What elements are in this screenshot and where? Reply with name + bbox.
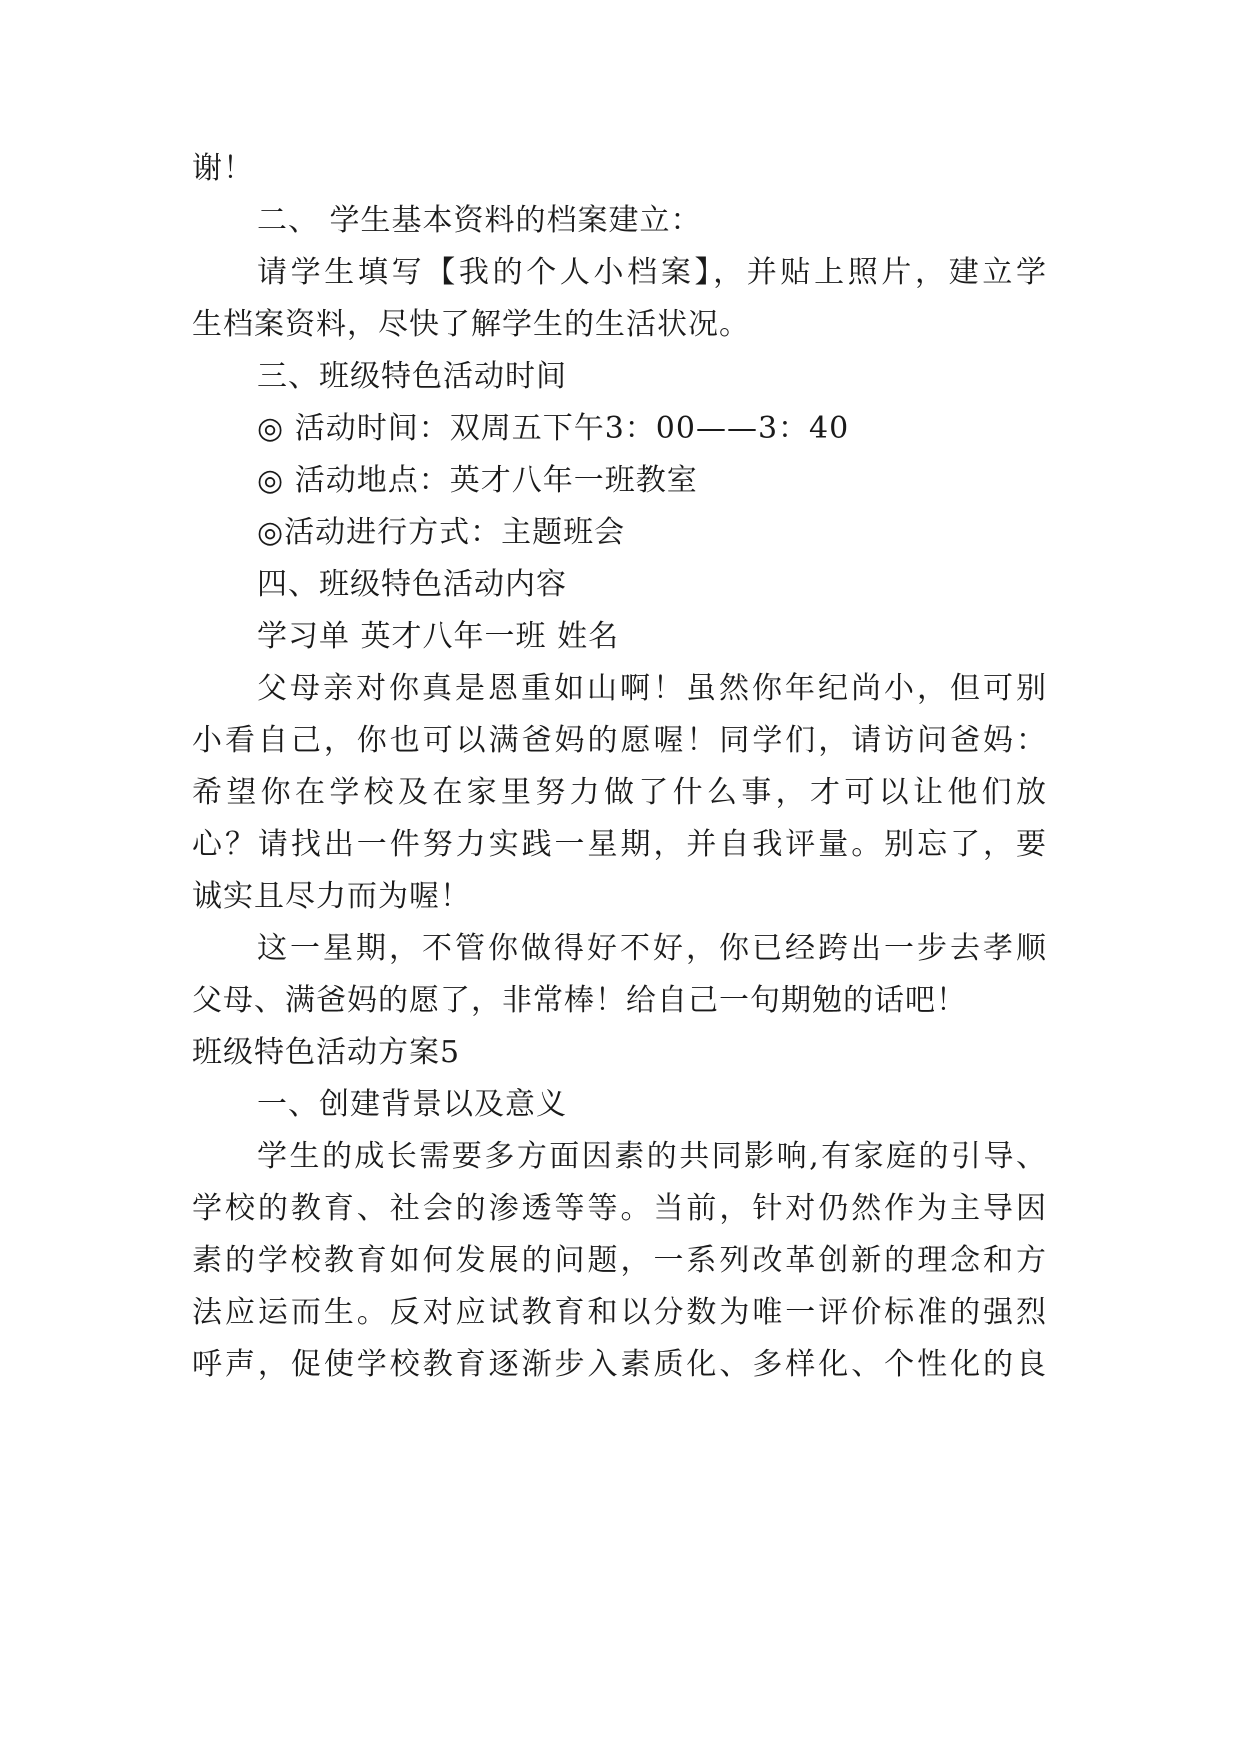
text-line: 诚实且尽力而为喔！	[192, 879, 471, 914]
text-line: 学校的教育、社会的渗透等等。当前，针对仍然作为主导因	[192, 1191, 1047, 1226]
section-heading: 一、创建背景以及意义	[257, 1087, 567, 1122]
section-heading: 三、班级特色活动时间	[257, 359, 567, 394]
text-line: 小看自己，你也可以满爸妈的愿喔！同学们，请访问爸妈：	[192, 723, 1047, 758]
text-line: 这一星期，不管你做得好不好，你已经跨出一步去孝顺	[257, 931, 1047, 966]
text-line: 素的学校教育如何发展的问题，一系列改革创新的理念和方	[192, 1243, 1047, 1278]
text-line: 学习单 英才八年一班 姓名	[257, 619, 620, 654]
section-heading: 四、班级特色活动内容	[257, 567, 567, 602]
text-line: 请学生填写【我的个人小档案】，并贴上照片，建立学	[257, 255, 1047, 290]
text-line: 法应运而生。反对应试教育和以分数为唯一评价标准的强烈	[192, 1295, 1047, 1330]
section-heading: 二、 学生基本资料的档案建立：	[257, 203, 702, 238]
text-line: 谢！	[192, 151, 254, 186]
text-line: 心？请找出一件努力实践一星期，并自我评量。别忘了，要	[192, 827, 1047, 862]
text-line: 生档案资料，尽快了解学生的生活状况。	[192, 307, 750, 342]
list-item: ◎ 活动地点：英才八年一班教室	[257, 463, 698, 498]
text-line: 呼声，促使学校教育逐渐步入素质化、多样化、个性化的良	[192, 1347, 1047, 1382]
list-item: ◎活动进行方式：主题班会	[257, 515, 626, 550]
text-line: 父母、满爸妈的愿了，非常棒！给自己一句期勉的话吧！	[192, 983, 967, 1018]
list-item: ◎ 活动时间：双周五下午3：00——3：40	[257, 411, 850, 446]
text-line: 父母亲对你真是恩重如山啊！虽然你年纪尚小，但可别	[257, 671, 1047, 706]
text-line: 学生的成长需要多方面因素的共同影响,有家庭的引导、	[257, 1139, 1047, 1174]
text-line: 希望你在学校及在家里努力做了什么事，才可以让他们放	[192, 775, 1047, 810]
document-heading: 班级特色活动方案5	[192, 1035, 461, 1070]
